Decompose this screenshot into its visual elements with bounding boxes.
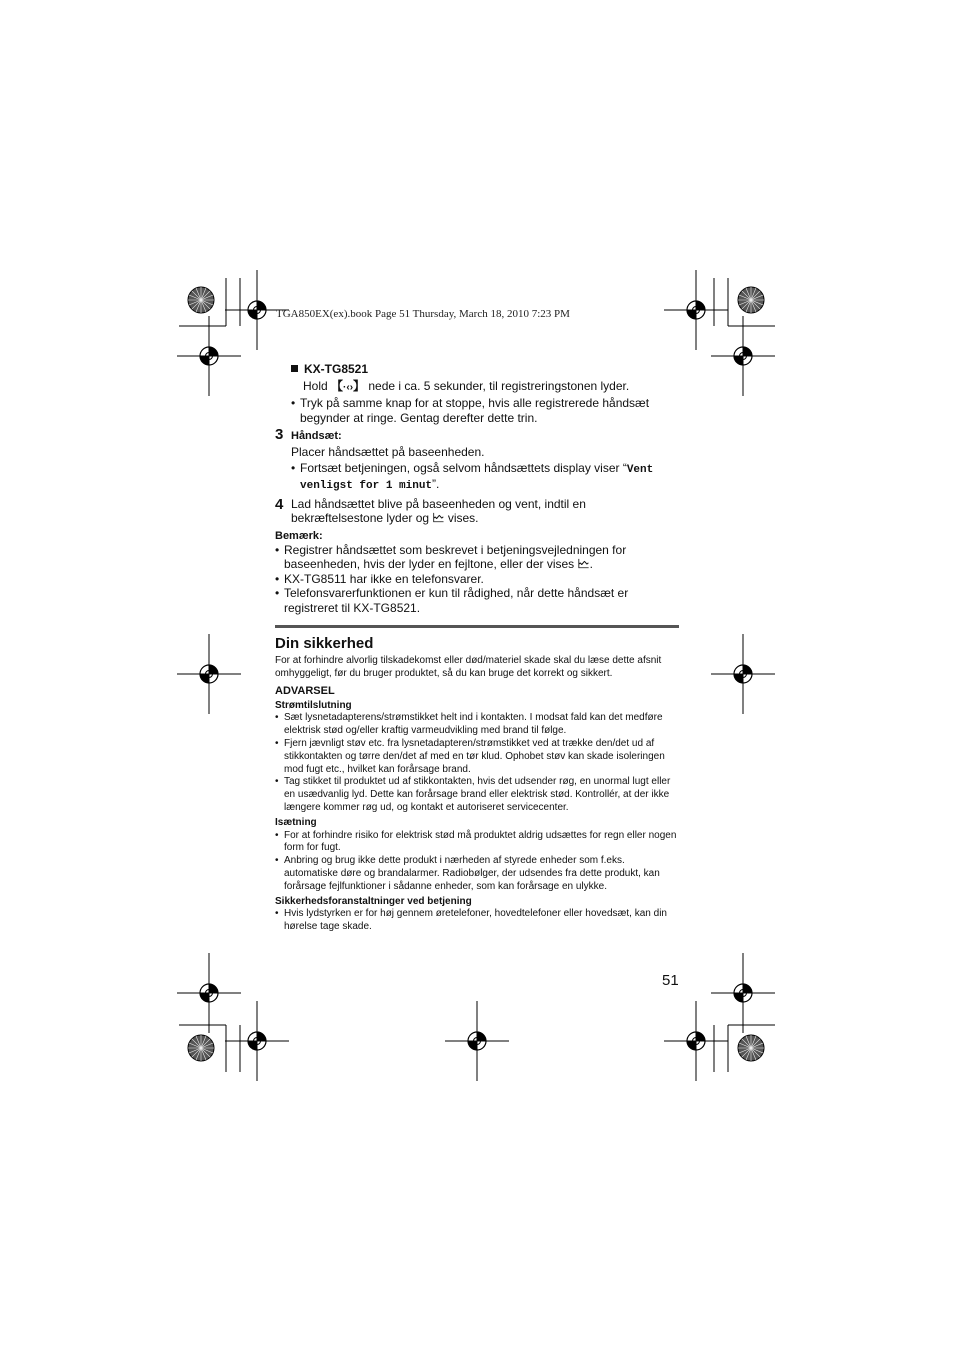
step-text: Placer håndsættet på baseenheden. bbox=[291, 445, 485, 459]
antenna-icon: 🗠 bbox=[432, 511, 445, 525]
antenna-icon: 🗠 bbox=[577, 557, 590, 571]
warning-heading: ADVARSEL bbox=[275, 684, 335, 697]
step-title: Håndsæt: bbox=[291, 430, 342, 442]
step-3 bbox=[275, 427, 679, 494]
paging-key-icon: 【·‹›】 bbox=[331, 378, 366, 393]
model-heading: KX-TG8521 bbox=[275, 362, 679, 377]
safety-group bbox=[275, 817, 679, 894]
crosshair-registration-icon bbox=[177, 316, 241, 396]
crosshair-registration-icon bbox=[711, 634, 775, 714]
model-step-bullet: • Tryk på samme knap for at stoppe, hvis alle registrerede håndsæt begynder at ringe. Gentag derefter dette trin. bbox=[291, 396, 679, 425]
crosshair-registration-icon bbox=[664, 1001, 728, 1081]
step-number: 4 bbox=[275, 495, 284, 513]
safety-subheading: Isætning bbox=[275, 816, 317, 828]
starburst-registration-icon bbox=[188, 287, 214, 313]
starburst-registration-icon bbox=[738, 287, 764, 313]
safety-item: • Hvis lydstyrken er for høj gennem øretelefoner, hovedtelefoner eller hovedsæt, kan din hørelse tage skade. bbox=[275, 908, 679, 934]
print-header: TGA850EX(ex).book Page 51 Thursday, March 18, 2010 7:23 PM bbox=[276, 308, 570, 320]
crosshair-registration-icon bbox=[711, 316, 775, 396]
crosshair-registration-icon bbox=[664, 270, 728, 350]
note-item: • Registrer håndsættet som beskrevet i betjeningsvejledningen for baseenheden, hvis der lyder en fejltone, eller der vises 🗠. bbox=[275, 543, 679, 572]
model-step-text: Hold 【·‹›】 nede i ca. 5 sekunder, til registreringstonen lyder. bbox=[303, 378, 630, 393]
step-bullet: • Fortsæt betjeningen, også selvom håndsættets display viser “Vent venligst for 1 minut”. bbox=[291, 461, 679, 494]
safety-item: • Fjern jævnligt støv etc. fra lysnetadapteren/strømstikket ved at trække den/det ud af stikkontakten og tørre den/det af med en tør klud. Ophobet støv kan skade isoleringen mod fugt etc., hvilket kan forårsage brand. bbox=[275, 738, 679, 776]
section-divider bbox=[275, 625, 679, 628]
safety-group bbox=[275, 896, 679, 934]
safety-item: • Anbring og brug ikke dette produkt i nærheden af styrede enheder som f.eks. automatiske døre og brandalarmer. Radiobølger, der udsendes fra dette produkt, kan forårsage fejlfunktioner i sådanne enheder, som kan forårsage en ulykke. bbox=[275, 855, 679, 893]
crosshair-registration-icon bbox=[177, 953, 241, 1033]
starburst-registration-icon bbox=[738, 1035, 764, 1061]
safety-item: • Tag stikket til produktet ud af stikkontakten, hvis det udsender røg, en unormal lugt eller en usædvanlig lyd. Dette kan forårsage brand eller elektrisk stød. Kontrollér, at der ikke længere kommer røg ud, og kontakt et autoriseret servicecenter. bbox=[275, 776, 679, 814]
note-item: • KX-TG8511 har ikke en telefonsvarer. bbox=[275, 572, 679, 587]
section-title: Din sikkerhed bbox=[275, 635, 374, 652]
note-item: • Telefonsvarerfunktionen er kun til rådighed, når dette håndsæt er registreret til KX-TG8521. bbox=[275, 586, 679, 615]
safety-subheading: Sikkerhedsforanstaltninger ved betjening bbox=[275, 895, 472, 907]
step-number: 3 bbox=[275, 426, 284, 443]
safety-group bbox=[275, 700, 679, 815]
crosshair-registration-icon bbox=[445, 1001, 509, 1081]
crosshair-registration-icon bbox=[225, 1001, 289, 1081]
safety-subheading: Strømtilslutning bbox=[275, 699, 352, 711]
step-text: Lad håndsættet blive på baseenheden og vent, indtil en bekræftelsestone lyder og 🗠 vises. bbox=[291, 496, 586, 525]
step-4 bbox=[275, 497, 679, 526]
square-bullet-icon bbox=[291, 365, 298, 372]
crosshair-registration-icon bbox=[177, 634, 241, 714]
page-content bbox=[275, 362, 679, 934]
starburst-registration-icon bbox=[188, 1035, 214, 1061]
safety-item: • For at forhindre risiko for elektrisk stød må produktet aldrig udsættes for regn eller nogen form for fugt. bbox=[275, 830, 679, 856]
page-number: 51 bbox=[662, 972, 679, 989]
safety-item: • Sæt lysnetadapterens/strømstikket helt ind i kontakten. I modsat fald kan det medføre elektrisk stød og/eller kraftig varmeudvikling med brand til følge. bbox=[275, 712, 679, 738]
section-intro: For at forhindre alvorlig tilskadekomst eller død/materiel skade skal du læse dette afsnit omhyggeligt, før du bruger produktet, så du kan bruge det korrekt og sikkert. bbox=[275, 655, 662, 679]
display-text: Vent venligst for 1 minut bbox=[300, 463, 654, 492]
note-heading: Bemærk: bbox=[275, 529, 323, 542]
crosshair-registration-icon bbox=[711, 953, 775, 1033]
